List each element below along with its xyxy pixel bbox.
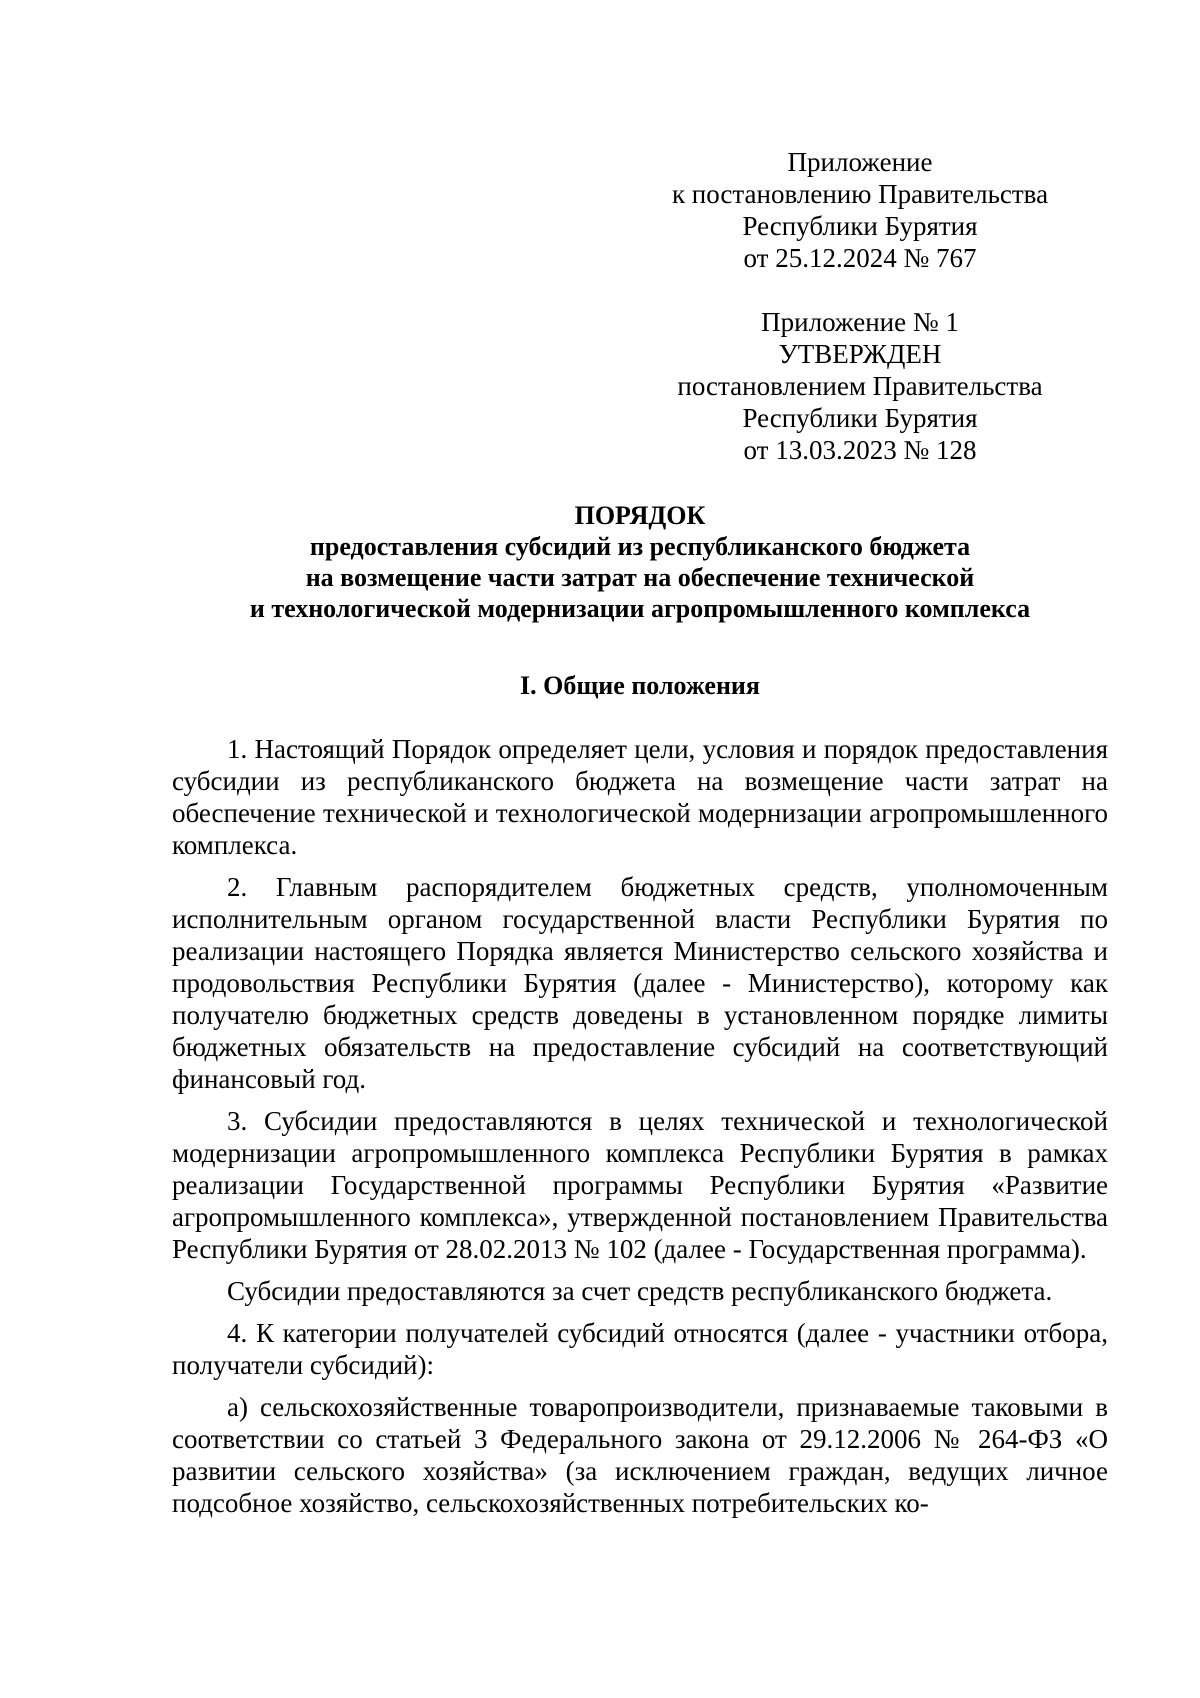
paragraph: 4. К категории получателей субсидий относятся (далее - участники отбора, получатели субсидий): — [172, 1318, 1108, 1380]
paragraph: 1. Настоящий Порядок определяет цели, условия и порядок предоставления субсидии из республиканского бюджета на возмещение части затрат на обеспечение технической и технологической модернизации агропромышленного комплекса. — [172, 734, 1108, 860]
approval-line: постановлением Правительства — [677, 371, 1043, 401]
appendix-line: от 25.12.2024 № 767 — [743, 243, 977, 273]
document-body — [172, 733, 1108, 1529]
title-line: и технологической модернизации агропромышленного комплекса — [249, 594, 1031, 623]
paragraph: 3. Субсидии предоставляются в целях технической и технологической модернизации агропромышленного комплекса Республики Бурятия в рамках реализации Государственной программы Республики Бурятия «Развитие агропромышленного комплекса», утвержденной постановлением Правительства Республики Бурятия от 28.02.2013 № 102 (далее - Государственная программа). — [172, 1106, 1108, 1264]
appendix-line: к постановлению Правительства — [671, 179, 1049, 209]
paragraph: а) сельскохозяйственные товаропроизводители, признаваемые таковыми в соответствии со статьей 3 Федерального закона от 29.12.2006 № 264-ФЗ «О развитии сельского хозяйства» (за исключением граждан, ведущих личное подсобное хозяйство, сельскохозяйственных потребительских ко- — [172, 1392, 1108, 1518]
approval-stamp — [650, 306, 1070, 466]
approval-line: Республики Бурятия — [742, 403, 978, 433]
title-line: ПОРЯДОК — [574, 501, 706, 530]
paragraph: Субсидии предоставляются за счет средств республиканского бюджета. — [227, 1276, 1053, 1306]
approval-line: УТВЕРЖДЕН — [778, 339, 942, 369]
title-line: на возмещение части затрат на обеспечение технической — [305, 563, 975, 592]
title-line: предоставления субсидий из республиканского бюджета — [309, 532, 971, 561]
approval-line: Приложение № 1 — [761, 307, 959, 337]
appendix-line: Приложение — [787, 147, 933, 177]
appendix-reference — [650, 146, 1070, 274]
appendix-line: Республики Бурятия — [742, 211, 978, 241]
section-heading: I. Общие положения — [520, 671, 760, 700]
approval-line: от 13.03.2023 № 128 — [743, 435, 977, 465]
paragraph: 2. Главным распорядителем бюджетных средств, уполномоченным исполнительным органом государственной власти Республики Бурятия по реализации настоящего Порядка является Министерство сельского хозяйства и продовольствия Республики Бурятия (далее - Министерство), которому как получателю бюджетных средств доведены в установленном порядке лимиты бюджетных обязательств на предоставление субсидий на соответствующий финансовый год. — [172, 872, 1108, 1094]
document-title — [170, 500, 1110, 624]
